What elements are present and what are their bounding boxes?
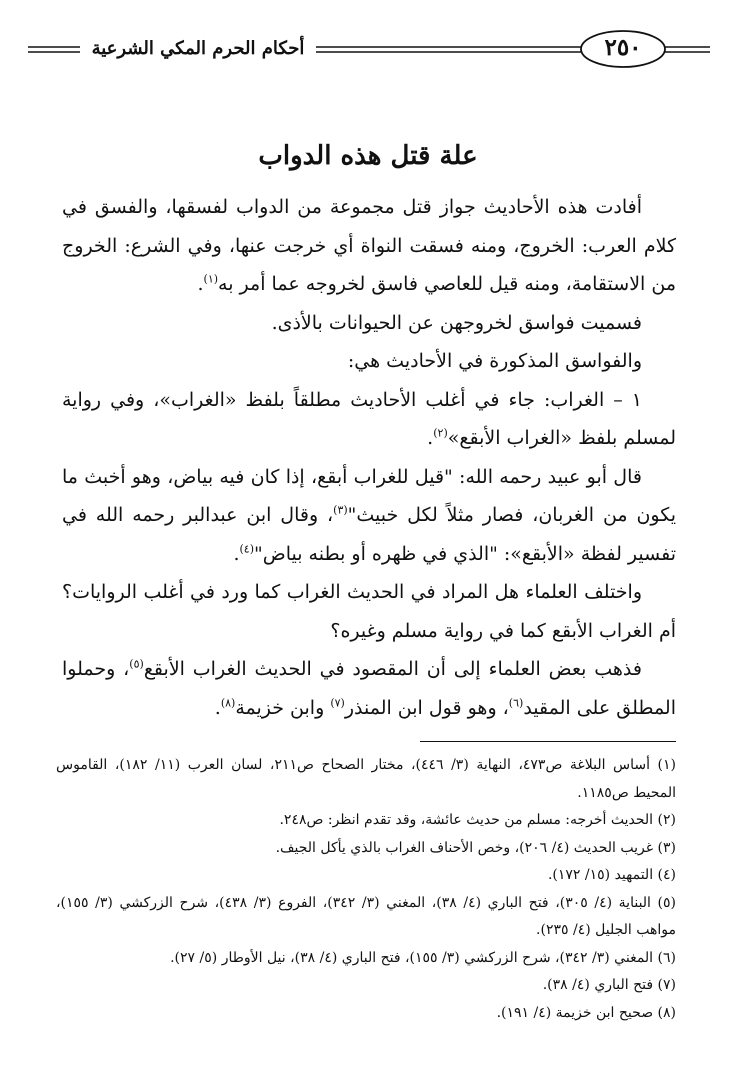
- footnote-ref[interactable]: (٥): [129, 657, 144, 671]
- footnotes-divider: [420, 741, 676, 742]
- paragraph: واختلف العلماء هل المراد في الحديث الغراب كما ورد في أغلب الروايات؟ أم الغراب الأبقع كما في رواية مسلم وغيره؟: [62, 581, 676, 642]
- body-text: [62, 188, 676, 727]
- paragraph: قال أبو عبيد رحمه الله: "قيل للغراب أبقع، إذا كان فيه بياض، وهو أخبث ما يكون من الغربان، فصار مثلاً لكل خبيث"$^{(٣)}$، وقال ابن عبدالبر رحمه الله في تفسير لفظة «الأبقع»: "الذي في ظهره أو بطنه بياض"$^{(٤)}$.: [62, 465, 677, 565]
- footnotes: [56, 752, 676, 1027]
- footnote: (٣) غريب الحديث (٤/ ٢٠٦)، وخص الأحناف الغراب بالذي يأكل الجيف.: [275, 839, 676, 856]
- footnote-ref[interactable]: (٣): [333, 503, 348, 517]
- footnote-ref[interactable]: (٨): [220, 696, 236, 710]
- paragraph: فسميت فواسق لخروجهن عن الحيوانات بالأذى.: [271, 311, 642, 334]
- page-header: [28, 28, 710, 70]
- footnote-ref[interactable]: (٢): [433, 426, 448, 440]
- footnote-ref[interactable]: (٧): [330, 696, 345, 710]
- book-title: أحكام الحرم المكي الشرعية: [80, 34, 316, 64]
- footnote: (٧) فتح الباري (٤/ ٣٨).: [542, 977, 676, 993]
- page-number: ٢٥٠: [604, 34, 642, 61]
- paragraph: والفواسق المذكورة في الأحاديث هي:: [347, 350, 642, 372]
- footnote: (٦) المغني (٣/ ٣٤٢)، شرح الزركشي (٣/ ١٥٥)، فتح الباري (٤/ ٣٨)، نيل الأوطار (٥/ ٢٧).: [170, 949, 676, 966]
- paragraph: أفادت هذه الأحاديث جواز قتل مجموعة من الدواب لفسقها، والفسق في كلام العرب: الخروج، ومنه فسقت النواة أي خرجت عنها، وفي الشرع: الخروج من الاستقامة، ومنه قيل للعاصي فاسق لخروجه عما أمر به$^{(١)}$.: [62, 196, 676, 295]
- footnote: (١) أساس البلاغة ص٤٧٣، النهاية (٣/ ٤٤٦)، مختار الصحاح ص٢١١، لسان العرب (١١/ ١٨٢)، القاموس المحيط ص١١٨٥.: [56, 757, 676, 801]
- footnote: (٢) الحديث أخرجه: مسلم من حديث عائشة، وقد تقدم انظر: ص٢٤٨.: [279, 812, 676, 828]
- footnote: (٥) البناية (٤/ ٣٠٥)، فتح الباري (٤/ ٣٨)، المغني (٣/ ٣٤٢)، الفروع (٣/ ٤٣٨)، شرح الزركشي (٣/ ١٥٥)، مواهب الجليل (٤/ ٢٣٥).: [56, 894, 677, 938]
- section-title: علة قتل هذه الدواب: [258, 141, 478, 171]
- footnote-ref[interactable]: (٤): [239, 542, 254, 556]
- footnote: (٤) التمهيد (١٥/ ١٧٢).: [547, 867, 676, 883]
- footnote: (٨) صحيح ابن خزيمة (٤/ ١٩١).: [496, 1004, 676, 1021]
- footnote-ref[interactable]: (٦): [508, 696, 524, 710]
- paragraph: فذهب بعض العلماء إلى أن المقصود في الحديث الغراب الأبقع$^{(٥)}$، وحملوا المطلق على المقيد$^{(٦)}$، وهو قول ابن المنذر$^{(٧)}$ وابن خزيمة$^{(٨)}$.: [62, 657, 676, 719]
- footnote-ref[interactable]: (١): [203, 272, 219, 286]
- paragraph: ١ – الغراب: جاء في أغلب الأحاديث مطلقاً بلفظ «الغراب»، وفي رواية لمسلم بلفظ «الغراب الأبقع»$^{(٢)}$.: [62, 388, 676, 449]
